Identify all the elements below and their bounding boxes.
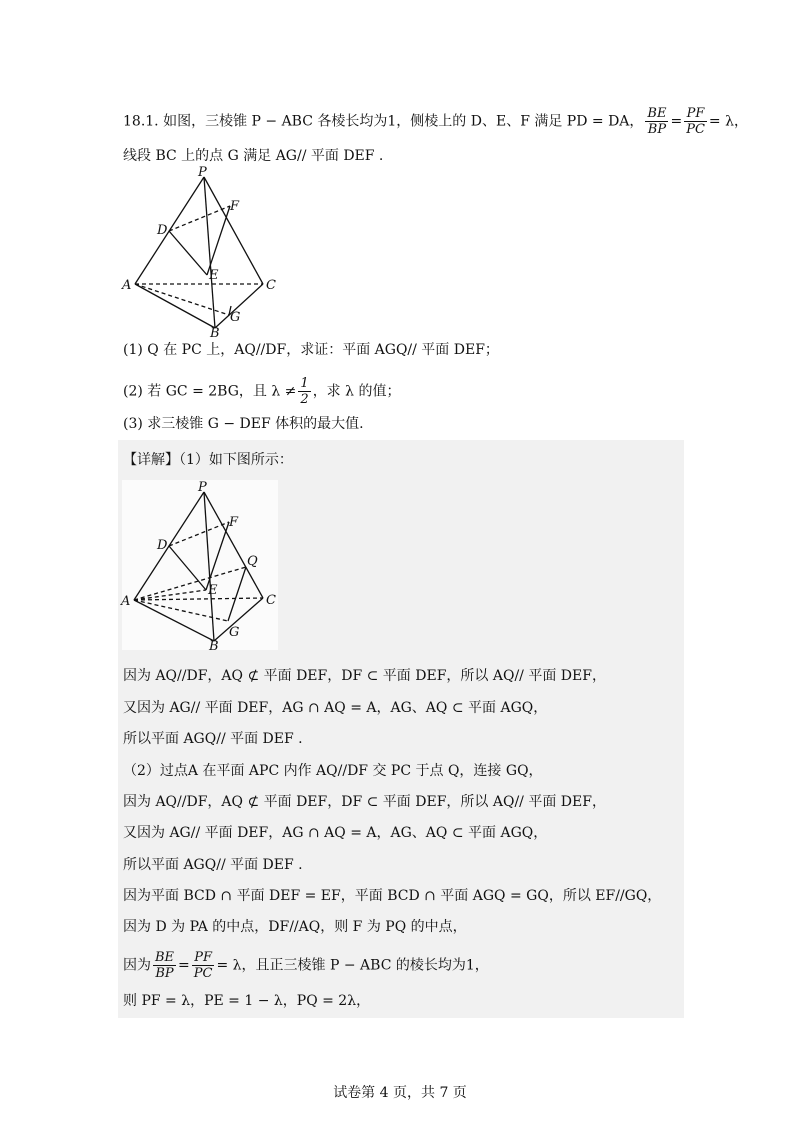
solution-line-8: 因为平面 BCD ∩ 平面 DEF = EF，平面 BCD ∩ 平面 AGQ = GQ，所以 EF//GQ， (123, 888, 662, 904)
solution-header: 【详解】（1）如下图所示： (123, 452, 293, 468)
solution-line-10 (123, 950, 489, 981)
label-d: D (157, 538, 168, 553)
label-e: E (208, 583, 218, 598)
solution-line-9: 因为 D 为 PA 的中点，DF//AQ，则 F 为 PQ 的中点， (123, 919, 467, 935)
frac-num: PF (192, 950, 215, 966)
label-b: B (209, 639, 219, 654)
problem-line-1 (123, 106, 748, 137)
label-c: C (266, 593, 276, 608)
solution-line-11: 则 PF = λ，PE = 1 − λ，PQ = 2λ， (123, 993, 371, 1009)
solution-line-5: 因为 AQ//DF，AQ ⊄ 平面 DEF，DF ⊂ 平面 DEF，所以 AQ// 平面 DEF， (123, 794, 606, 810)
frac-den: BP (155, 966, 174, 981)
label-f: F (229, 515, 239, 530)
label-g: G (229, 625, 240, 640)
label-a: A (121, 594, 131, 609)
label-b: B (210, 326, 220, 337)
label-f: F (230, 199, 240, 214)
question-2 (123, 376, 400, 407)
label-p: P (198, 480, 207, 495)
solution-line-10-tail: = λ，且正三棱锥 P − ABC 的棱长均为1， (216, 957, 489, 974)
question-2-tail: ，求 λ 的值； (312, 383, 401, 400)
question-1: (1) Q 在 PC 上，AQ//DF，求证：平面 AGQ// 平面 DEF； (123, 342, 499, 358)
label-d: D (157, 223, 168, 238)
frac-den: 2 (300, 392, 309, 407)
problem-line-1-text: 18.1. 如图，三棱锥 P − ABC 各棱长均为1，侧棱上的 D、E、F 满足 PD = DA， (123, 113, 644, 130)
page-footer: 试卷第 4 页，共 7 页 (333, 1085, 467, 1101)
fraction-one-half (298, 376, 310, 407)
solution-line-1: 因为 AQ//DF，AQ ⊄ 平面 DEF，DF ⊂ 平面 DEF，所以 AQ// 平面 DEF， (123, 668, 606, 684)
problem-line-1-tail: = λ， (708, 113, 748, 130)
frac-num: BE (155, 950, 175, 965)
problem-line-2: 线段 BC 上的点 G 满足 AG// 平面 DEF . (123, 148, 384, 164)
question-3: (3) 求三棱锥 G − DEF 体积的最大值. (123, 416, 364, 432)
label-a: A (122, 278, 132, 293)
tetrahedron-figure-1 (118, 165, 288, 337)
frac-num: PF (684, 106, 707, 122)
solution-line-3: 所以平面 AGQ// 平面 DEF . (123, 731, 303, 747)
label-g: G (230, 310, 241, 325)
label-q: Q (247, 554, 258, 569)
fraction-pf-pc (684, 106, 707, 137)
tetrahedron-figure-2 (118, 478, 288, 654)
solution-line-2: 又因为 AG// 平面 DEF，AG ∩ AQ = A，AG、AQ ⊂ 平面 AGQ， (123, 700, 548, 716)
label-p: P (198, 165, 207, 180)
solution-line-6: 又因为 AG// 平面 DEF，AG ∩ AQ = A，AG、AQ ⊂ 平面 AGQ， (123, 825, 548, 841)
solution-line-10-text: 因为 (123, 957, 151, 974)
frac-num: BE (647, 106, 667, 121)
fraction-be-bp (645, 106, 668, 137)
equals-sign: = (670, 113, 683, 130)
equals-sign: = (178, 957, 190, 974)
fraction-pf-pc (192, 950, 215, 981)
solution-line-7: 所以平面 AGQ// 平面 DEF . (123, 857, 303, 873)
frac-den: PC (686, 122, 705, 137)
frac-num: 1 (300, 376, 309, 391)
frac-den: PC (193, 966, 213, 981)
fraction-be-bp (153, 950, 176, 981)
label-e: E (209, 268, 219, 283)
question-2-text: (2) 若 GC = 2BG，且 λ ≠ (123, 383, 297, 400)
solution-line-4: （2）过点A 在平面 APC 内作 AQ//DF 交 PC 于点 Q，连接 GQ， (123, 763, 543, 779)
frac-den: BP (647, 122, 667, 137)
label-c: C (266, 278, 276, 293)
